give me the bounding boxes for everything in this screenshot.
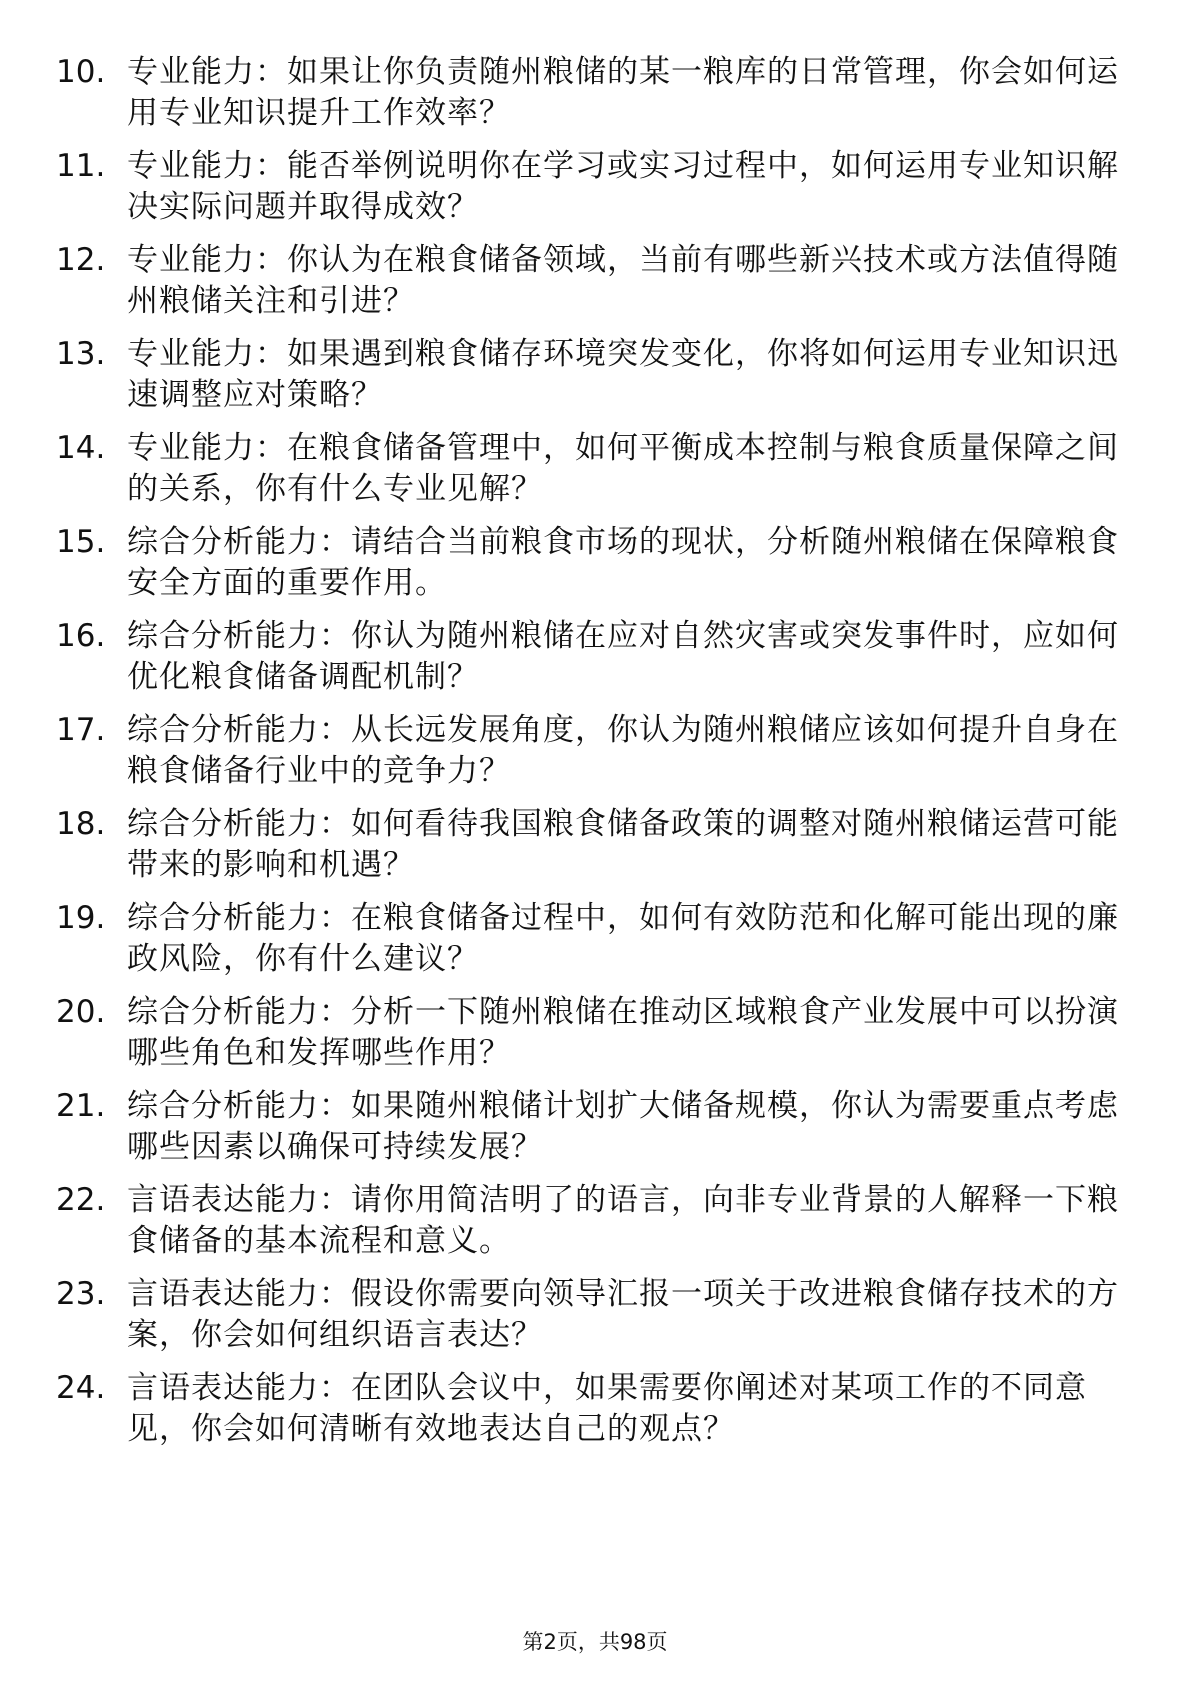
question-item xyxy=(0,428,1190,522)
question-text: 专业能力：在粮食储备管理中，如何平衡成本控制与粮食质量保障之间的关系，你有什么专业见解？ xyxy=(127,430,1119,507)
question-number: 12. xyxy=(56,242,106,278)
question-number: 15. xyxy=(56,524,106,560)
question-item xyxy=(0,146,1190,240)
question-text: 言语表达能力：假设你需要向领导汇报一项关于改进粮食储存技术的方案，你会如何组织语言表达？ xyxy=(127,1276,1119,1353)
question-text: 综合分析能力：在粮食储备过程中，如何有效防范和化解可能出现的廉政风险，你有什么建议？ xyxy=(127,900,1119,977)
question-text: 言语表达能力：在团队会议中，如果需要你阐述对某项工作的不同意见，你会如何清晰有效地表达自己的观点？ xyxy=(127,1370,1087,1447)
question-item xyxy=(0,334,1190,428)
question-item xyxy=(0,1180,1190,1274)
question-number: 19. xyxy=(56,900,106,936)
question-number: 14. xyxy=(56,430,106,466)
question-item xyxy=(0,52,1190,146)
question-number: 23. xyxy=(56,1276,106,1312)
question-text: 综合分析能力：你认为随州粮储在应对自然灾害或突发事件时，应如何优化粮食储备调配机制？ xyxy=(127,618,1119,695)
question-number: 11. xyxy=(56,148,106,184)
question-text: 综合分析能力：分析一下随州粮储在推动区域粮食产业发展中可以扮演哪些角色和发挥哪些作用？ xyxy=(127,994,1119,1071)
question-item xyxy=(0,522,1190,616)
question-text: 综合分析能力：如何看待我国粮食储备政策的调整对随州粮储运营可能带来的影响和机遇？ xyxy=(127,806,1119,883)
question-text: 专业能力：如果让你负责随州粮储的某一粮库的日常管理，你会如何运用专业知识提升工作效率？ xyxy=(127,54,1119,131)
question-text: 综合分析能力：请结合当前粮食市场的现状，分析随州粮储在保障粮食安全方面的重要作用。 xyxy=(127,524,1119,601)
question-item xyxy=(0,616,1190,710)
question-text: 综合分析能力：从长远发展角度，你认为随州粮储应该如何提升自身在粮食储备行业中的竞争力？ xyxy=(127,712,1119,789)
question-number: 10. xyxy=(56,54,106,90)
question-text: 综合分析能力：如果随州粮储计划扩大储备规模，你认为需要重点考虑哪些因素以确保可持续发展？ xyxy=(127,1088,1119,1165)
question-text: 专业能力：你认为在粮食储备领域，当前有哪些新兴技术或方法值得随州粮储关注和引进？ xyxy=(127,242,1119,319)
page-indicator: 第2页，共98页 xyxy=(522,1630,668,1654)
question-item xyxy=(0,898,1190,992)
question-list xyxy=(0,52,1190,1462)
question-number: 20. xyxy=(56,994,106,1030)
question-number: 21. xyxy=(56,1088,106,1124)
question-text: 专业能力：如果遇到粮食储存环境突发变化，你将如何运用专业知识迅速调整应对策略？ xyxy=(127,336,1119,413)
question-number: 24. xyxy=(56,1370,106,1406)
question-number: 13. xyxy=(56,336,106,372)
question-item xyxy=(0,1368,1190,1462)
question-text: 专业能力：能否举例说明你在学习或实习过程中，如何运用专业知识解决实际问题并取得成效？ xyxy=(127,148,1119,225)
question-number: 17. xyxy=(56,712,106,748)
question-text: 言语表达能力：请你用简洁明了的语言，向非专业背景的人解释一下粮食储备的基本流程和意义。 xyxy=(127,1182,1119,1259)
question-item xyxy=(0,804,1190,898)
question-item xyxy=(0,240,1190,334)
question-item xyxy=(0,710,1190,804)
question-number: 22. xyxy=(56,1182,106,1218)
question-item xyxy=(0,1274,1190,1368)
question-item xyxy=(0,992,1190,1086)
question-number: 16. xyxy=(56,618,106,654)
question-number: 18. xyxy=(56,806,106,842)
question-item xyxy=(0,1086,1190,1180)
